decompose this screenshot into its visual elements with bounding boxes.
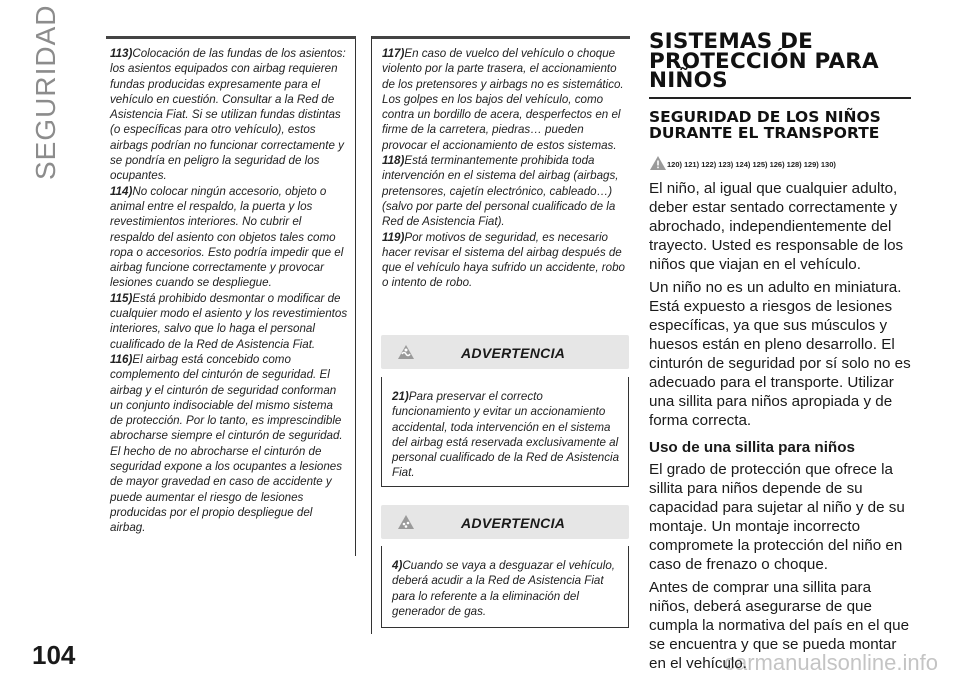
paragraph: El niño, al igual que cualquier adulto, deber estar sentado correctamente y abrochado, independientemente del trayecto. Usted es responsable de los niños que viajan en el vehículo.	[649, 179, 904, 273]
recycle-warning-icon	[396, 512, 416, 532]
section-side-label: SEGURIDAD	[30, 4, 61, 180]
warning-paragraph: 21)Para preservar el correcto funcionamiento y evitar un accionamiento accidental, toda intervención en el sistema del airbag está reservada exclusivamente al personal cualificado de la Red de Asistencia Fiat.	[392, 390, 620, 480]
notes-list	[382, 46, 626, 291]
note-item: 115)Está prohibido desmontar o modificar de cualquier modo el asiento y los revestimientos interiores, salvo que lo haga el personal cualificado de la Red de Asistencia Fiat.	[110, 291, 348, 351]
watermark: carmanualsonline.info	[723, 650, 938, 675]
warning-header-1	[381, 335, 629, 369]
warning-title: ADVERTENCIA	[461, 515, 566, 531]
references-row	[649, 155, 911, 179]
column-top-bar	[106, 36, 356, 39]
note-item: 118)Está terminantemente prohibida toda intervención en el sistema del airbag (airbags, pretensores, cajetín electrónico, cableado…) (salvo por parte del personal cualificado de la Red de Asistencia Fiat).	[382, 154, 619, 229]
warning-paragraph: 4)Cuando se vaya a desguazar el vehículo, deberá acudir a la Red de Asistencia Fiat para lo referente a la eliminación del generador de gas.	[392, 559, 616, 618]
airbag-warning-icon	[396, 342, 416, 362]
paragraph: El grado de protección que ofrece la sillita para niños depende de su capacidad para sujetar al niño y de su montaje. Un montaje incorrecto compromete la protección del niño en caso de frenazo o choque.	[649, 460, 905, 573]
column-top-bar	[372, 36, 630, 39]
notes-column-1	[106, 36, 356, 556]
paragraph: Un niño no es un adulto en miniatura. Está expuesto a riesgos de lesiones específicas, ya que sus músculos y huesos están en pleno desarrollo. El cinturón de seguridad por sí solo no es adecuado para el transporte. Utilizar una sillita para niños apropiada y de forma correcta.	[649, 278, 911, 429]
warning-text	[392, 558, 624, 619]
warning-body-1	[381, 377, 629, 487]
heading-divider	[649, 97, 911, 99]
note-item: 113)Colocación de las fundas de los asientos: los asientos equipados con airbag requieren fundas producidas expresamente para el vehículo en cuestión. Consultar a la Red de Asistencia Fiat. Si se utilizan fundas distintas (o específicas para otro vehículo), estos airbags podrían no funcionar correctamente y se pondría en peligro la seguridad de los ocupantes.	[110, 47, 346, 183]
page-number: 104	[32, 640, 76, 670]
note-item: 119)Por motivos de seguridad, es necesario hacer revisar el sistema del airbag después de que el vehículo haya sufrido un accidente, robo o intento de robo.	[382, 230, 625, 290]
note-item: 114)No colocar ningún accesorio, objeto o animal entre el respaldo, la puerta y los revestimientos interiores. No cubrir el respaldo del asiento con objetos tales como ropa o accesorios. Esto podría impedir que el airbag funcione correctamente y provocar lesiones cuando se despliegue.	[110, 184, 344, 290]
paragraph: Antes de comprar una sillita para niños, deberá asegurarse de que cumpla la normativa del país en el que se encuentra y que se pueda montar en el vehículo.	[649, 578, 910, 672]
warning-title: ADVERTENCIA	[461, 345, 566, 361]
section-title: Uso de una sillita para niños	[649, 438, 855, 456]
subsection-heading: SEGURIDAD DE LOS NIÑOS DURANTE EL TRANSPORTE	[649, 107, 881, 142]
notes-list	[110, 46, 349, 536]
reference-numbers: 120) 121) 122) 123) 124) 125) 126) 128) 129) 130)	[667, 159, 836, 169]
warning-triangle-icon	[649, 155, 667, 171]
note-item: 117)En caso de vuelco del vehículo o choque violento por la parte trasera, el accionamiento de los pretensores y airbags no es sistemático. Los golpes en los bajos del vehículo, como contra un bordillo de acera, desperfectos en el firme de la carretera, piedras… pueden provocar el accionamiento de estos sistemas.	[382, 47, 624, 152]
note-item: 116)El airbag está concebido como complemento del cinturón de seguridad. El airbag y el cinturón de seguridad conforman un conjunto indisociable del mismo sistema de protección. Por lo tanto, es imprescindible abrocharse siempre el cinturón de seguridad. El hecho de no abrocharse el cinturón de seguridad expone a los ocupantes a lesiones de mayor gravedad en caso de accidente y puede aumentar el riesgo de lesiones producidas por el propio despliegue del airbag.	[110, 352, 343, 535]
warning-text	[392, 389, 624, 481]
section-heading: SISTEMAS DE PROTECCIÓN PARA NIÑOS	[649, 29, 879, 93]
warning-header-2	[381, 505, 629, 539]
main-content-column	[649, 29, 911, 677]
warning-body-2	[381, 546, 629, 628]
